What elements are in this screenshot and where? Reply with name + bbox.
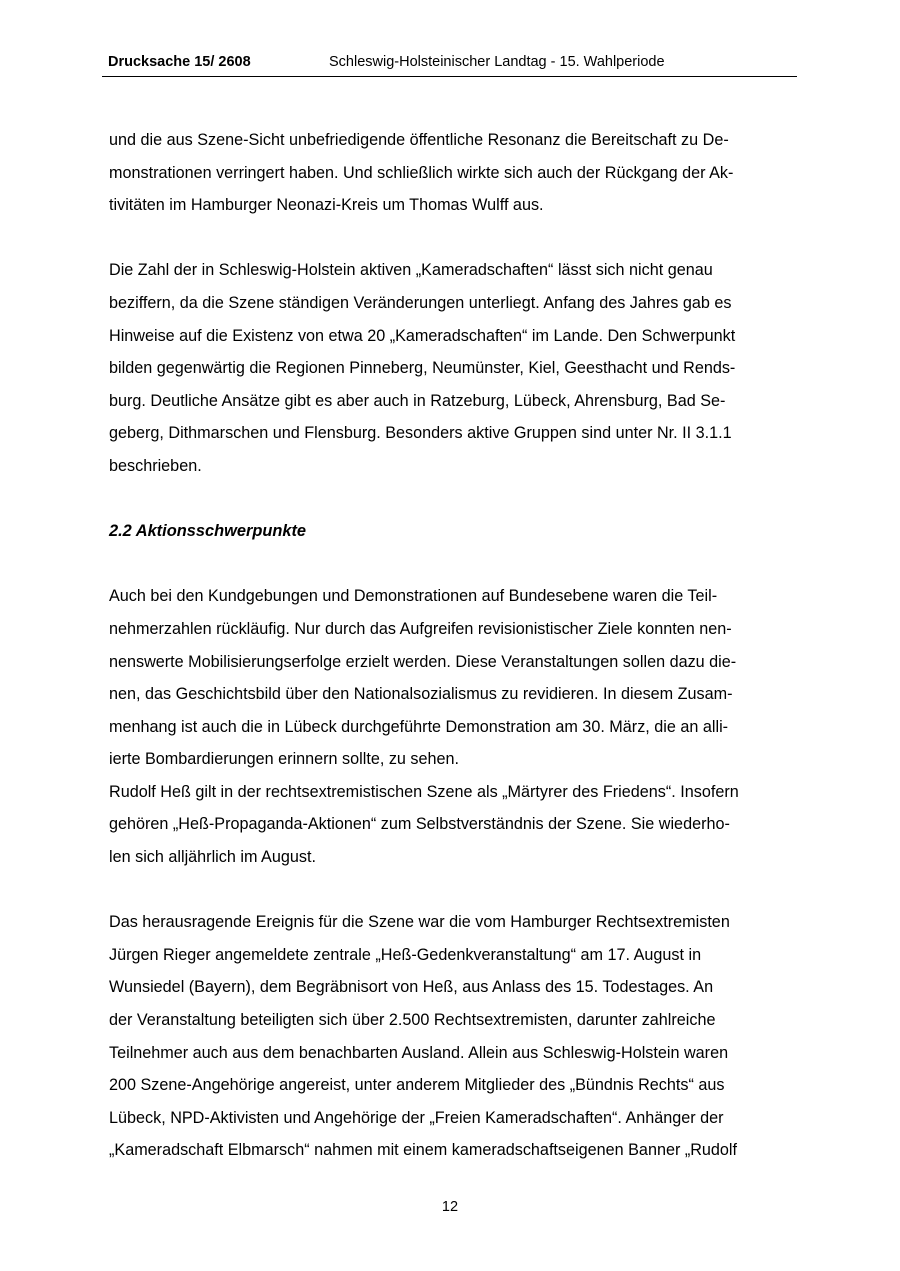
paragraph-kameradschaften [109, 254, 799, 482]
text-line: Jürgen Rieger angemeldete zentrale „Heß-Gedenkveranstaltung“ am 17. August in [109, 945, 702, 964]
text-line: Die Zahl der in Schleswig-Holstein aktiven „Kameradschaften“ lässt sich nicht genau [109, 261, 713, 280]
text-line: geberg, Dithmarschen und Flensburg. Besonders aktive Gruppen sind unter Nr. II 3.1.1 [109, 424, 732, 443]
text-line: Lübeck, NPD-Aktivisten und Angehörige der „Freien Kameradschaften“. Anhänger der [109, 1108, 724, 1127]
text-line: monstrationen verringert haben. Und schließlich wirkte sich auch der Rückgang der Ak- [109, 163, 734, 182]
parliament-title: Schleswig-Holsteinischer Landtag - 15. Wahlperiode [329, 54, 665, 70]
text-line: tivitäten im Hamburger Neonazi-Kreis um Thomas Wulff aus. [109, 196, 544, 215]
text-line: der Veranstaltung beteiligten sich über 2.500 Rechtsextremisten, darunter zahlreiche [109, 1011, 716, 1030]
text-line: nehmerzahlen rückläufig. Nur durch das Aufgreifen revisionistischer Ziele konnten nen- [109, 619, 732, 638]
text-line: 200 Szene-Angehörige angereist, unter anderem Mitglieder des „Bündnis Rechts“ aus [109, 1076, 725, 1095]
paragraph-spacer [109, 222, 799, 255]
text-line: Das herausragende Ereignis für die Szene war die vom Hamburger Rechtsextremisten [109, 913, 730, 932]
text-line: Teilnehmer auch aus dem benachbarten Ausland. Allein aus Schleswig-Holstein waren [109, 1043, 729, 1062]
page-number: 12 [441, 1199, 459, 1215]
page-header [102, 52, 797, 77]
text-line: len sich alljährlich im August. [109, 848, 316, 867]
text-line: menhang ist auch die in Lübeck durchgeführte Demonstration am 30. März, die an alli- [109, 717, 729, 736]
text-line: Rudolf Heß gilt in der rechtsextremistischen Szene als „Märtyrer des Friedens“. Insofern [109, 782, 739, 801]
text-line: bilden gegenwärtig die Regionen Pinneberg, Neumünster, Kiel, Geesthacht und Rends- [109, 359, 736, 378]
paragraph-spacer [109, 874, 799, 907]
text-line: Wunsiedel (Bayern), dem Begräbnisort von Heß, aus Anlass des 15. Todestages. An [109, 978, 714, 997]
paragraph-spacer [109, 483, 799, 516]
paragraph-kundgebungen [109, 580, 799, 873]
text-line: Hinweise auf die Existenz von etwa 20 „Kameradschaften“ im Lande. Den Schwerpunkt [109, 326, 736, 345]
paragraph-spacer [109, 548, 799, 581]
document-number: Drucksache 15/ 2608 [108, 54, 251, 70]
text-line: ierte Bombardierungen erinnern sollte, zu sehen. [109, 750, 460, 769]
text-line: beschrieben. [109, 456, 202, 475]
text-line: Auch bei den Kundgebungen und Demonstrationen auf Bundesebene waren die Teil- [109, 587, 718, 606]
text-line: beziffern, da die Szene ständigen Veränderungen unterliegt. Anfang des Jahres gab es [109, 293, 732, 312]
paragraph-resonance [109, 124, 799, 222]
paragraph-wunsiedel [109, 906, 799, 1167]
text-line: „Kameradschaft Elbmarsch“ nahmen mit einem kameradschaftseigenen Banner „Rudolf [109, 1141, 738, 1160]
text-line: nenswerte Mobilisierungserfolge erzielt werden. Diese Veranstaltungen sollen dazu die- [109, 652, 737, 671]
text-line: burg. Deutliche Ansätze gibt es aber auch in Ratzeburg, Lübeck, Ahrensburg, Bad Se- [109, 391, 726, 410]
text-line: gehören „Heß-Propaganda-Aktionen“ zum Selbstverständnis der Szene. Sie wiederho- [109, 815, 730, 834]
text-line: nen, das Geschichtsbild über den Nationalsozialismus zu revidieren. In diesem Zusam- [109, 685, 733, 704]
main-text [109, 124, 799, 1167]
section-heading: 2.2 Aktionsschwerpunkte [109, 522, 307, 541]
text-line: und die aus Szene-Sicht unbefriedigende öffentliche Resonanz die Bereitschaft zu De- [109, 131, 729, 149]
